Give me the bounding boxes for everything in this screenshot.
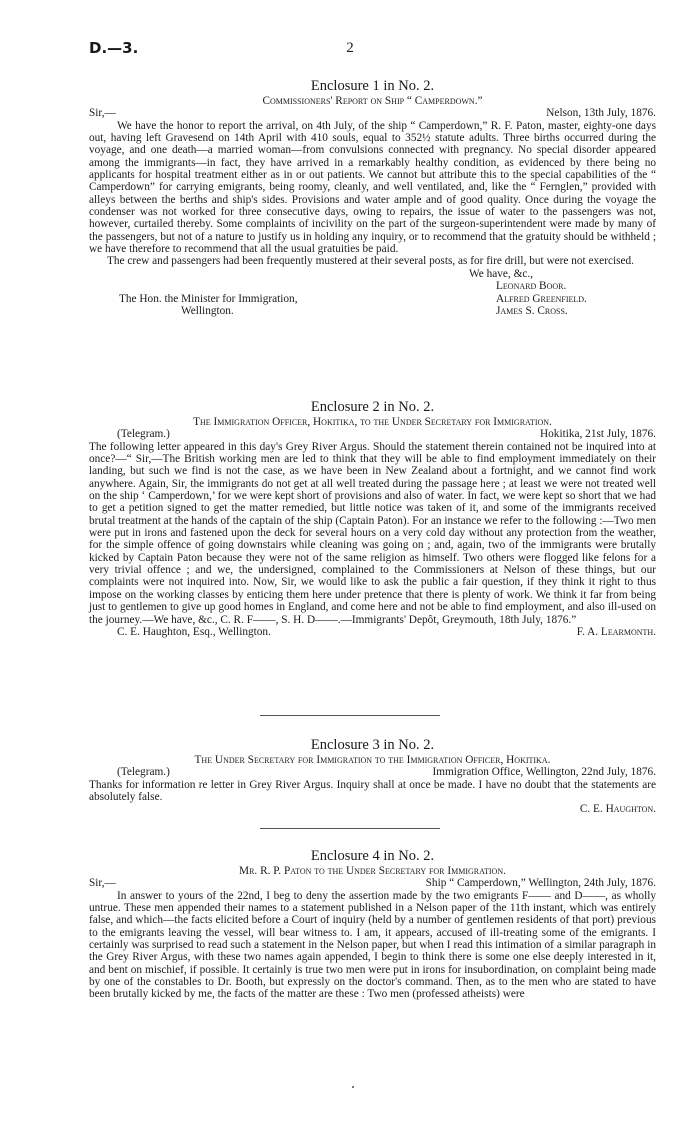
enclosure-4-place-date: Ship “ Camperdown,” Wellington, 24th July, 1876. xyxy=(425,877,656,890)
enclosure-1-addressee-line-1: The Hon. the Minister for Immigration, xyxy=(119,292,298,305)
enclosure-3 xyxy=(89,737,656,816)
divider-rule xyxy=(260,715,440,716)
enclosure-3-subtitle: The Under Secretary for Immigration to the Immigration Officer, Hokitika. xyxy=(194,754,551,766)
enclosure-2-subtitle: The Immigration Officer, Hokitika, to the Under Secretary for Immigration. xyxy=(193,416,552,428)
enclosure-1-signatories xyxy=(496,280,656,317)
enclosure-1 xyxy=(89,78,656,317)
scan-speck xyxy=(352,1086,354,1088)
enclosure-2-title: Enclosure 2 in No. 2. xyxy=(310,399,435,415)
enclosure-2-signatory: F. A. Learmonth. xyxy=(576,625,656,638)
enclosure-4-body: In answer to yours of the 22nd, I beg to deny the assertion made by the two emigrants F—— and D——, as wholly untrue. These men appended their names to a statement published in a Nelson paper of the 11th instant, which was entirely false, and which—the facts elicited before a Court of inquiry (held by a number of gentlemen residents of that port) previous to the emigrants leaving the vessel, will bear witness to. I am, it appears, accused of ill-treating some of the emigrants. I certainly was surprised to read such a statement in the Nelson paper, but when I read this intimation of a similar paragraph in the Grey River Argus, with these two names again appended, I begin to think there is some one else deeply interested in it, and bent on mischief, if possible. It certainly is true two men were put in irons for insubordination, on complaint being made by one of the constables to Dr. Booth, but expressly on the doctor's command. Then, as to the men who are stated to have been brutally kicked by me, the facts of the matter are these : Two men (professed atheists) were xyxy=(89,889,656,1001)
enclosure-4 xyxy=(89,848,656,1001)
enclosure-4-title: Enclosure 4 in No. 2. xyxy=(310,848,435,864)
enclosure-2-telegram-label: (Telegram.) xyxy=(117,428,170,441)
enclosure-1-title: Enclosure 1 in No. 2. xyxy=(310,78,435,94)
document-code: D.—3. xyxy=(89,39,139,57)
enclosure-2-body: The following letter appeared in this day's Grey River Argus. Should the statement therein contained not be inquired into at once?—“ Sir,—The British working men are led to think that they will be able to find employment immediately on their landing, but such we find is not the case, as we have been in New Zealand about a fortnight, and we cannot find work anywhere. Again, Sir, the immigrants do not get at all well treated during the passage here ; at least we were not treated well on the ship ‘ Camperdown,’ for we were kept short of provisions and also of water. In fact, we were kept so short that we had to get a petition signed to get the matter remedied, but little notice was taken of it, and some of the immigrants received brutal treatment at the hands of the captain of the ship (Captain Paton). For an instance we refer to the following :—Two men were put in irons and fastened upon the deck for several hours on a very cold day without any protection from the weather, for the simple offence of going downstairs while cleaning was going on ; and, again, two of the immigrants were brutally kicked by Captain Paton because they were not of the same religion as himself. Two others were flogged like felons for a very trivial offence ; and we, the undersigned, complained to the Commissioners at Nelson of these things, but our complaints were not inquired into. Now, Sir, we would like to ask the public a fair question, if they think it right to thus impose on the working classes by enticing them here under pretence that there is plenty of work. We think it far from being just to gentlemen to give up good homes in England, and come here and not be able to find employment, and also ill-used on the journey.—We have, &c., C. R. F——, S. H. D——.—Immigrants' Depôt, Greymouth, 18th July, 1876.” xyxy=(89,440,656,626)
enclosure-2-place-date: Hokitika, 21st July, 1876. xyxy=(539,428,656,441)
signatory-boor: Leonard Boor. xyxy=(496,280,567,293)
enclosure-1-place-date: Nelson, 13th July, 1876. xyxy=(546,107,656,120)
enclosure-1-addressee-line-2: Wellington. xyxy=(181,304,234,317)
enclosure-2 xyxy=(89,399,656,638)
enclosure-3-body: Thanks for information re letter in Grey River Argus. Inquiry shall at once be made. I have no doubt that the statements are absolutely false. xyxy=(89,778,656,804)
enclosure-3-telegram-label: (Telegram.) xyxy=(117,766,170,779)
enclosure-1-closing: We have, &c., xyxy=(469,267,534,280)
enclosure-2-addressee: C. E. Haughton, Esq., Wellington. xyxy=(117,625,271,638)
enclosure-4-salutation: Sir,— xyxy=(89,877,116,890)
page-number: 2 xyxy=(346,40,354,56)
enclosure-1-subtitle: Commissioners' Report on Ship “ Camperdown.” xyxy=(262,95,483,107)
enclosure-3-title: Enclosure 3 in No. 2. xyxy=(310,737,435,753)
divider-rule xyxy=(260,828,440,829)
enclosure-1-paragraph-1: We have the honor to report the arrival, on 4th July, of the ship “ Camperdown,” R. F. Paton, master, eighty-one days out, having left Gravesend on 14th April with 410 souls, equal to 352½ statute adults. Three births occurred during the voyage, and one death—a married woman—from convulsions connected with pregnancy. No special disorder appeared among the immigrants—in fact, they have arrived in a remarkably healthy condition, as evidenced by there being no applicants for hospital treatment either as in or out patients. We cannot but attribute this to the special capabilities of the “ Camperdown” for carrying emigrants, being roomy, cleanly, and well ventilated, and, like the “ Fernglen,” provided with alleys between the berths and ship's sides. Provisions and water ample and of good quality. Once during the voyage the condenser was not worked for three consecutive days, owing to repairs, the issue of water to the passengers was not, however, curtailed thereby. Some complaints of incivility on the part of the surgeon-superintendent were made by many of the passengers, but not of a nature to justify us in holding any inquiry, or to recommend that the gratuity should be withheld ; we have therefore to recommend that all the usual gratuities be paid. xyxy=(89,119,656,256)
signatory-cross: James S. Cross. xyxy=(496,304,568,317)
enclosure-4-subtitle: Mr. R. P. Paton to the Under Secretary for Immigration. xyxy=(239,865,506,877)
enclosure-3-place-date: Immigration Office, Wellington, 22nd July, 1876. xyxy=(432,766,656,779)
enclosure-1-paragraph-2: The crew and passengers had been frequently mustered at their several posts, as for fire drill, but were not exercised. xyxy=(107,255,634,268)
signatory-greenfield: Alfred Greenfield. xyxy=(496,292,587,305)
enclosure-1-salutation: Sir,— xyxy=(89,107,116,120)
enclosure-3-signatory: C. E. Haughton. xyxy=(579,803,656,816)
